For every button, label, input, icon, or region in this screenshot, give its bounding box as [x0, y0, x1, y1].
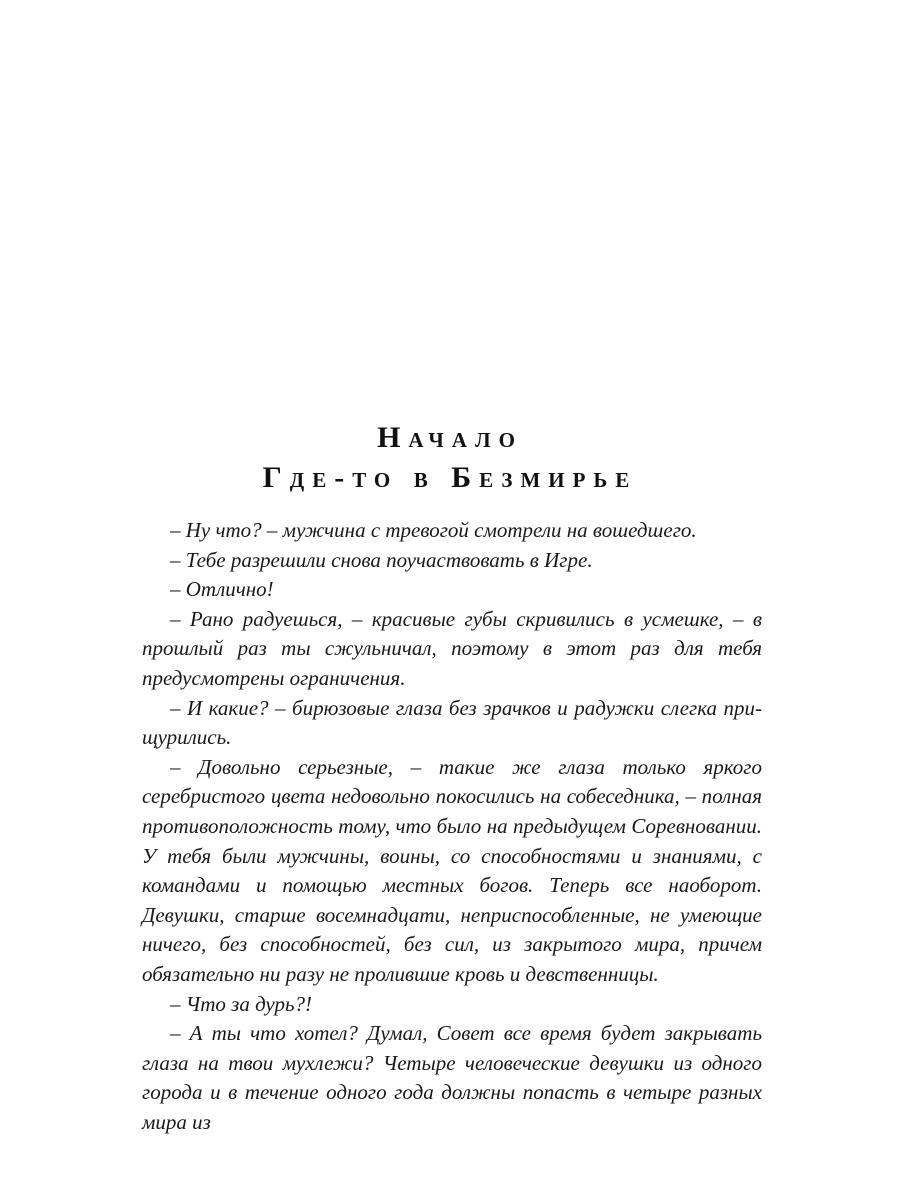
- paragraph: – Отлично!: [170, 577, 274, 602]
- chapter-title: Начало: [377, 421, 523, 454]
- paragraph: – Что за дурь?!: [170, 991, 313, 1016]
- paragraph: – Рано радуешься, – красивые губы скривились в усмешке, – в прошлый раз ты сжульничал, поэтому в этот раз для тебя предусмотрены ограничения.: [142, 606, 762, 690]
- paragraph: – А ты что хотел? Думал, Совет все время будет закрывать глаза на твои мухлежи? Четыре человеческие девушки из одного города и в течение одного года должны попасть в четыре разных мира из: [142, 1021, 762, 1134]
- paragraph: – Тебе разрешили снова поучаствовать в Игре.: [170, 547, 593, 572]
- paragraph: – И какие? – бирюзовые глаза без зрачков и радужки слегка прищурились.: [142, 695, 762, 750]
- chapter-subtitle: Где-то в Безмирье: [262, 461, 638, 494]
- chapter-heading: [0, 418, 900, 498]
- paragraph: – Ну что? – мужчина с тревогой смотрели на вошедшего.: [170, 518, 697, 542]
- paragraph: – Довольно серьезные, – такие же глаза только яркого серебристого цвета недовольно покосились на собеседника, – полная противоположность тому, что было на предыдущем Соревновании. У тебя были мужчины, воины, со способностями и знаниями, с командами и помощью местных богов. Теперь все наоборот. Девушки, старше восемнадцати, неприспособленные, не умеющие ничего, без способностей, без сил, из закрытого мира, причем обязательно ни разу не пролившие кровь и девственницы.: [142, 754, 762, 986]
- chapter-text: [142, 516, 762, 1137]
